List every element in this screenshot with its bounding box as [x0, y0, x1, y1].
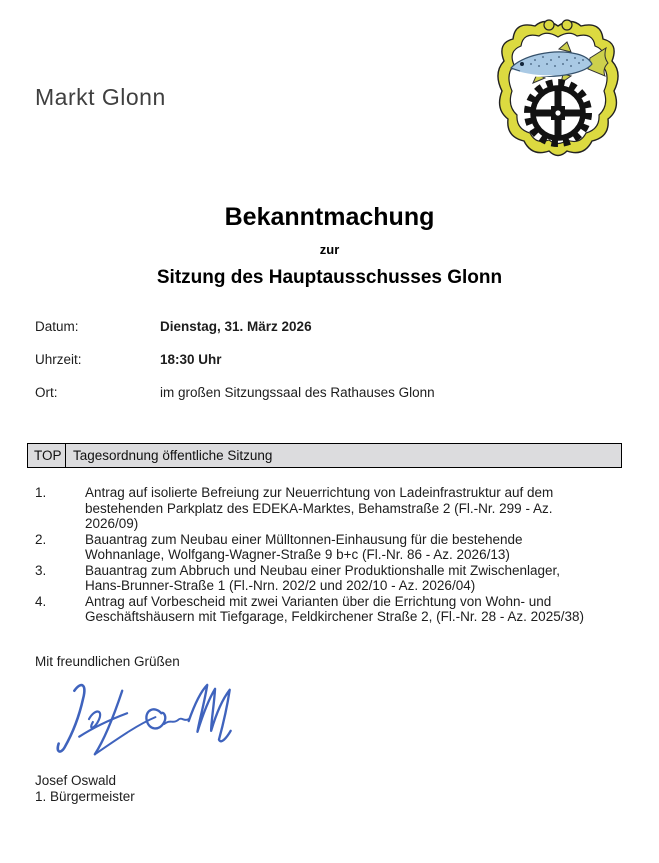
agenda-item-text: Antrag auf Vorbescheid mit zwei Varianten über die Errichtung von Wohn- und Geschäftshäusern mit Tiefgarage, Feldkirchener Straße 2, (Fl.-Nr. 28 - Az. 2025/38): [85, 593, 584, 624]
agenda-header-title-cell: Tagesordnung öffentliche Sitzung: [73, 448, 273, 463]
agenda-item-number: 3.: [35, 562, 47, 578]
document-title: Bekanntmachung: [224, 203, 435, 231]
agenda-item-number: 4.: [35, 593, 47, 609]
agenda-list: [35, 485, 590, 625]
signer-title: 1. Bürgermeister: [35, 788, 135, 804]
detail-value: Dienstag, 31. März 2026: [160, 319, 312, 334]
crest-curl-left: [544, 20, 554, 30]
agenda-item: [35, 485, 590, 532]
signer-block: [35, 773, 135, 804]
agenda-item: [35, 594, 590, 625]
detail-value: im großen Sitzungssaal des Rathauses Glonn: [160, 385, 435, 400]
detail-label: Uhrzeit:: [35, 352, 82, 367]
detail-label: Datum:: [35, 319, 79, 334]
agenda-item-text: Bauantrag zum Abbruch und Neubau einer Produktionshalle mit Zwischenlager, Hans-Brunner-Straße 1 (Fl.-Nrn. 202/2 und 202/10 - Az. 2026/04): [85, 562, 561, 593]
crest-curl-right: [562, 20, 572, 30]
agenda-item-text: Bauantrag zum Neubau einer Mülltonnen-Einhausung für die bestehende Wohnanlage, Wolfgang-Wagner-Straße 9 b+c (Fl.-Nr. 86 - Az. 2026/13): [85, 531, 523, 562]
agenda-header-top-cell: TOP: [28, 444, 66, 467]
detail-label: Ort:: [35, 385, 58, 400]
signature-handwriting: [45, 676, 260, 771]
title-connector: zur: [319, 242, 340, 257]
agenda-item: [35, 532, 590, 563]
detail-row-ort: [35, 385, 435, 400]
signer-name: Josef Oswald: [35, 773, 117, 788]
org-name: Markt Glonn: [35, 84, 166, 110]
agenda-item-number: 1.: [35, 485, 47, 500]
detail-value: 18:30 Uhr: [160, 352, 222, 367]
detail-row-uhrzeit: [35, 352, 435, 367]
closing-salutation: Mit freundlichen Grüßen: [35, 654, 180, 669]
agenda-item: [35, 563, 590, 594]
document-subtitle: Sitzung des Hauptausschusses Glonn: [156, 267, 503, 288]
agenda-item-text: Antrag auf isolierte Befreiung zur Neuerrichtung von Ladeinfrastruktur auf dem bestehenden Parkplatz des EDEKA-Marktes, Behamstraße 2 (Fl.-Nr. 299 - Az. 2026/09): [85, 485, 554, 531]
meeting-details: [35, 319, 435, 418]
title-block: [0, 203, 659, 289]
agenda-table-header: [27, 443, 622, 468]
coat-of-arms-icon: [493, 16, 623, 168]
detail-row-datum: [35, 319, 435, 334]
agenda-item-number: 2.: [35, 531, 47, 547]
